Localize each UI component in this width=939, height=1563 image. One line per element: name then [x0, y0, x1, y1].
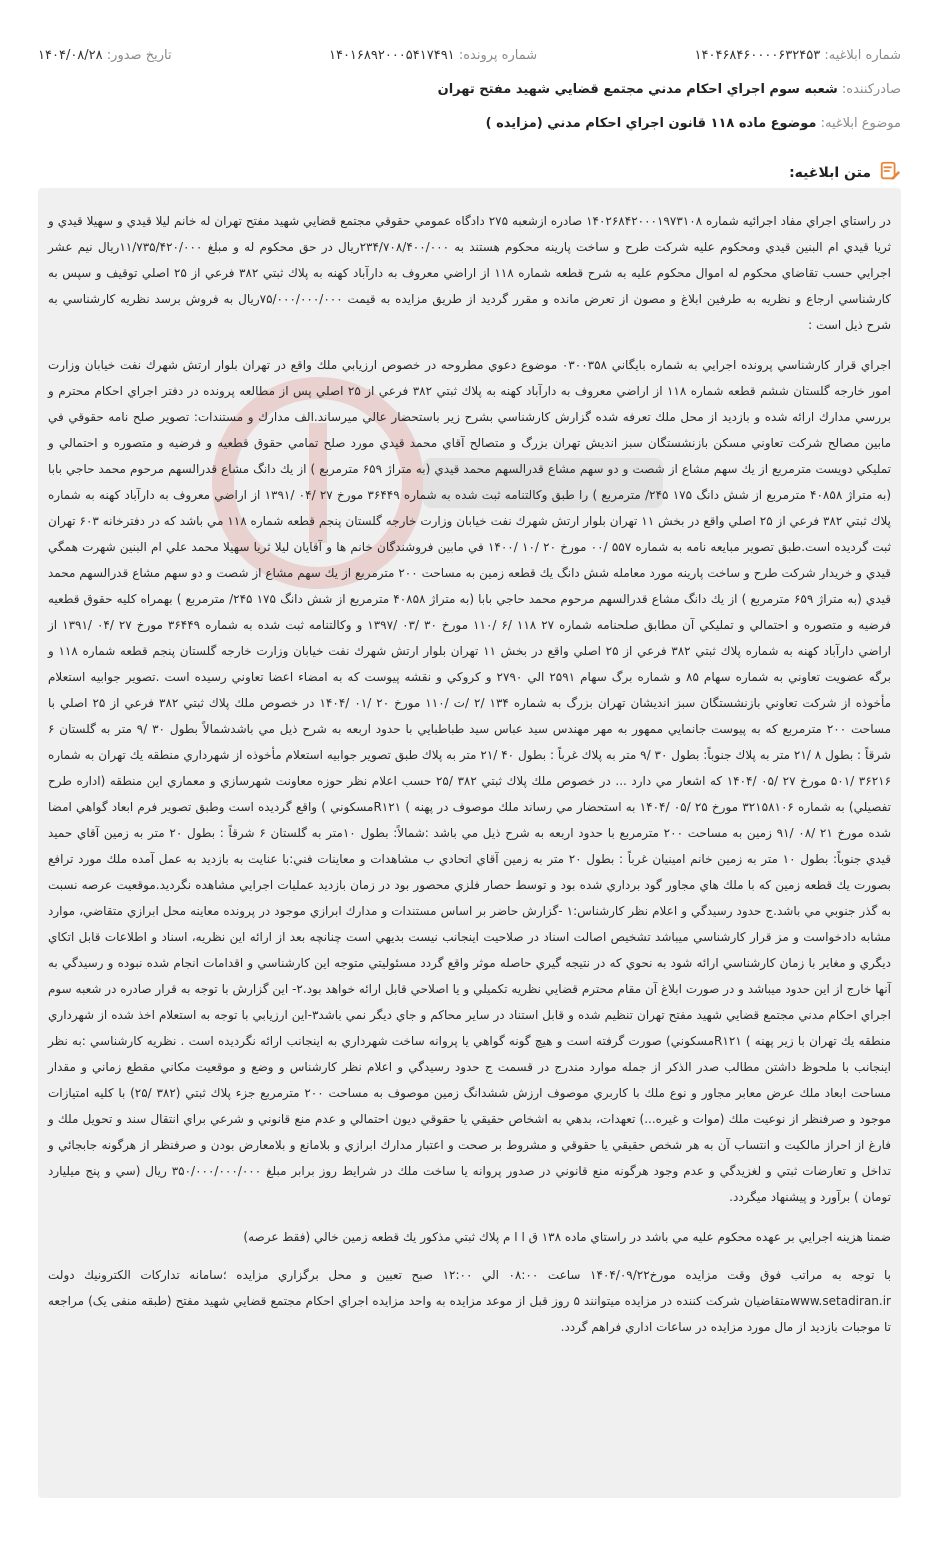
subject-row	[38, 114, 901, 134]
notice-number: ۱۴۰۴۶۸۴۶۰۰۰۰۶۳۲۴۵۳	[694, 48, 821, 63]
issuer: شعبه سوم اجراي احكام مدني مجتمع قضايي شهيد مفتح تهران	[437, 82, 838, 97]
issue-date-group	[38, 46, 172, 66]
notice-paragraph-1: در راستاي اجراي مفاد اجرائيه شماره ۱۴۰۲۶۸۴۲۰۰۰۱۹۷۳۱۰۸ صادره ازشعبه ۲۷۵ دادگاه عمومي حقوقي مجتمع قضايي شهيد مفتح تهران له خانم ليلا قيدي و سهيلا قيدي و ثريا قيدي ام البنين قيدي ومحكوم عليه شركت طرح و ساخت پارينه محكوم هستند به ۲۳۴/۷۰۸/۴۰۰/۰۰۰ريال در حق محكوم له و مبلغ ۱۱/۷۳۵/۴۲۰/۰۰۰ريال نيم عشر اجرايي حسب تقاضاي محكوم له اموال محكوم عليه به شرح قطعه شماره ۱۱۸ از اراضي معروف به دارآباد كهنه به پلاك ثبتي ۳۸۲ فرعي از ۲۵ اصلي توقيف و سپس به كارشناسي ارجاع و نظريه به طرفين ابلاغ و مصون از تعرض مانده و مقرر گرديد از طريق مزايده به قيمت ۷۵/۰۰۰/۰۰۰/۰۰۰ريال به فروش برسد نظريه كارشناسي به شرح ذيل است :	[48, 214, 891, 332]
notice-text-title: متن ابلاغیه:	[789, 165, 871, 181]
case-number-group	[329, 46, 537, 66]
issuer-row	[38, 80, 901, 100]
subject-label: موضوع ابلاغیه:	[820, 116, 901, 131]
issue-date: ۱۴۰۴/۰۸/۲۸	[38, 48, 103, 63]
case-number-label: شماره پرونده:	[458, 48, 538, 63]
notice-body	[38, 188, 901, 1498]
edit-note-icon	[879, 160, 901, 186]
notice-text-heading	[789, 160, 901, 186]
issuer-label: صادرکننده:	[841, 82, 901, 97]
notice-number-label: شماره ابلاغيه:	[824, 48, 901, 63]
notice-paragraph-3: ضمنا هزينه اجرايي بر عهده محكوم عليه مي باشد در راستاي ماده ۱۳۸ ق ا ا م پلاك ثبتي مذكور يك قطعه زمين خالي (فقط عرصه)	[243, 1230, 891, 1244]
notice-paragraph-4: با توجه به مراتب فوق وقت مزايده مورخ۱۴۰۴/۰۹/۲۲ ساعت ۰۸:۰۰ الي ۱۲:۰۰ صبح تعيين و محل برگزاري مزايده ؛سامانه تداركات الكترونيك دولت www.setadiran.irمتقاضيان شركت كننده در مزايده ميتوانند ۵ روز قبل از موعد مزايده به واحد مزايده اجراي احكام مجتمع قضايي شهيد مفتح (طبقه منفی یک) مراجعه تا موجبات بازديد از مال مورد مزايده در ساعات اداري فراهم گردد.	[48, 1268, 892, 1334]
subject: موضوع ماده ۱۱۸ قانون اجراي احكام مدني (مزايده )	[485, 116, 817, 131]
issue-date-label: تاريخ صدور:	[106, 48, 172, 63]
notice-number-group	[695, 46, 901, 66]
case-number: ۱۴۰۱۶۸۹۲۰۰۰۵۴۱۷۴۹۱	[328, 48, 455, 63]
meta-row-numbers	[38, 46, 901, 66]
notice-paragraph-2: اجراي قرار كارشناسي پرونده اجرايي به شماره بايگاني ۰۳۰۰۳۵۸ موضوع دعوي مطروحه در خصوص ارزيابي ملك واقع در تهران بلوار ارتش شهرك نفت خيابان وزارت امور خارجه گلستان ششم قطعه شماره ۱۱۸ از اراضي معروف به دارآباد كهنه به پلاك ثبتي ۳۸۲ فرعي از ۲۵ اصلي پس از مطالعه پرونده در دفتر اجراي احكام محترم و بررسي مدارك ارائه شده و بازديد از محل ملك تعرفه شده گزارش كارشناسي بشرح زير باستحضار عالي ميرساند.الف مدارك و مستندات: تصوير صلح نامه حقوقي في مابين مصالح شركت تعاوني مسكن بازنشستگان سبز انديش تهران بزرگ و متصالح آقاي محمد قيدي مورد صلح تمامي حقوق قطعيه و فرضيه و متصوره و احتمالي و تمليكي دويست مترمربع از يك سهم مشاع از شصت و دو سهم مشاع قدرالسهم محمد قيدي (به متراژ ۶۵۹ مترمربع ) از يك دانگ مشاع قدرالسهم مرحوم محمد حاجي بابا (به متراژ ۴۰۸۵۸ مترمربع از شش دانگ ۱۷۵ ۲۴۵/ مترمربع ) را طبق وكالتنامه ثبت شده به شماره ۳۶۴۴۹ مورخ ۲۷ /۰۴ /۱۳۹۱ از اراضي معروف به دارآباد كهنه به شماره پلاك ثبتي ۳۸۲ فرعي از ۲۵ اصلي واقع در بخش ۱۱ تهران بلوار ارتش شهرك نفت خيابان وزارت خارجه گلستان پنجم قطعه شماره ۱۱۸ مي باشد كه در دفترخانه ۶۰۳ تهران ثبت گرديده است.طبق تصوير مبايعه نامه به شماره ۵۵۷ /۰۰ مورخ ۲۰ /۱۰ /۱۴۰۰ في مابين فروشندگان خانم ها و آقايان ليلا ثريا سهيلا محمد علي ام البنين شهرت همگي قيدي و خريدار شركت طرح و ساخت پارينه مورد معامله شش دانگ يك قطعه زمين به مساحت ۲۰۰ مترمربع از يك سهم مشاع از شصت و دو سهم مشاع قدرالسهم محمد قيدي (به متراژ ۶۵۹ مترمربع ) از يك دانگ مشاع قدرالسهم مرحوم محمد حاجي بابا (به متراژ ۴۰۸۵۸ مترمربع از شش دانگ ۱۷۵ ۲۴۵/ مترمربع ) بهمراه كليه حقوق قطعيه فرضيه و متصوره و احتمالي و تمليكي آن مطابق صلحنامه شماره ۲۷ ۱۱۸ /۶ /۱۱۰ مورخ ۳۰ /۰۳ /۱۳۹۷ و وكالتنامه ثبت شده به شماره ۳۶۴۴۹ مورخ ۲۷ /۰۴ /۱۳۹۱ از اراضي دارآباد كهنه به شماره پلاك ثبتي ۳۸۲ فرعي از ۲۵ اصلي واقع در بخش ۱۱ تهران بلوار ارتش شهرك نفت خيابان وزارت خارجه گلستان پنجم قطعه شماره ۱۱۸ و برگه عضويت تعاوني به شماره سهام ۸۵ و شماره برگ سهام ۲۵۹۱ الي ۲۷۹۰ و كروكي و نقشه پيوست كه به امضاء اعضا تعاوني رسيده است .تصوير جوابيه استعلام مأخوذه از شركت تعاوني بازنشستگان سبز انديشان تهران بزرگ به شماره ۱۳۴ /۲ /ت /۱۱۰ مورخ ۲۰ /۰۱ /۱۴۰۴ در خصوص ملك پلاك ثبتي ۳۸۲ فرعي از ۲۵ اصلي با مساحت ۲۰۰ مترمربع كه به پيوست جانمايي ممهور به مهر مهندس سيد عباس سيد طباطبايي با حدود اربعه به شرح ذيل مي باشدشمالاً بطول ۳۰ /۹ متر به گلستان ۶ شرقاً : بطول ۸ /۲۱ متر به پلاك جنوباً: بطول ۳۰ /۹ متر به پلاك غرباً : بطول ۴۰ /۲۱ متر به پلاك طبق تصوير جوابيه استعلام مأخوذه از شهرداري منطقه يك تهران به شماره ۳۶۲۱۶ /۵۰۱ مورخ ۲۷ /۰۵ /۱۴۰۴ كه اشعار مي دارد ... در خصوص ملك پلاك ثبتي ۳۸۲ /۲۵ حسب اعلام نظر حوزه معاونت شهرسازي و معماري اين منطقه (اداره طرح تفصيلي) به شماره ۳۲۱۵۸۱۰۶ مورخ ۲۵ /۰۵ /۱۴۰۴ به استحضار مي رساند ملك موصوف در پهنه ) R۱۲۱مسكوني ) واقع گرديده است وطبق تصوير فرم ابعاد گواهي امضا شده مورخ ۲۱ /۰۸ /۹۱ زمين به مساحت ۲۰۰ مترمربع با حدود اربعه به شرح ذيل مي باشد :شمالاً: بطول ۱۰متر به گلستان ۶ شرقاً : بطول ۲۰ متر به زمين آقاي حميد قيدي جنوباً: بطول ۱۰ متر به زمين خانم امينيان غرباً : بطول ۲۰ متر به زمين آقاي اتحادي ب مشاهدات و معاينات فني:با عنايت به بازديد به عمل آمده ملك مورد ترافع بصورت يك قطعه زمين كه با ملك هاي مجاور گود برداري شده بود و توسط حصار فلزي محصور بود در زمان بازديد عمليات اجرايي مشاهده نگرديد.موقعيت عرصه نسبت به گذر جنوبي مي باشد.ج حدود رسيدگي و اعلام نظر كارشناس:۱ -گزارش حاضر بر اساس مستندات و مدارك ابرازي موجود در پرونده معاينه محل ابرازي متقاضي، موارد مشابه دادخواست و مز قرار كارشناسي ميباشد تشخيص اصالت اسناد در صلاحيت اينجانب نيست بديهي است چنانچه بعد از ارائه اين نظريه، اسناد و اطلاعات قابل اتكاي ديگري و مغاير با زمان كارشناسي ارائه شود به نحوي كه در نتيجه گيري حاصله موثر واقع گردد مسئوليتي متوجه اين كارشناسي و اقدامات انجام شده نبوده و رسيدگي به آنها خارج از اين حدود ميباشد و در صورت ابلاغ آن مقام محترم قضايي نظريه تكميلي و يا اصلاحي قابل ارائه خواهد بود.۲- اين گزارش با توجه به قرار صادره در شعبه سوم اجراي احكام مدني مجتمع قضايي شهيد مفتح تهران تنظيم شده و قابل استناد در ساير محاكم و جاي ديگر نمي باشد۳-اين ارزيابي با توجه به استعلام اخذ شده از شهرداري منطقه يك تهران با زير پهنه ) R۱۲۱مسكوني) صورت گرفته است و هيچ گونه گواهي يا پروانه ساخت شهرداري به اينجانب ارائه نگرديده است . نظريه كارشناسي :به نظر اينجانب با ملحوظ داشتن مطالب صدر الذكر از جمله موارد مندرج در قسمت ج حدود رسيدگي و اعلام نظر كارشناس و وضع و موقعيت مكاني مقطع زماني و مقدار مساحت ابعاد ملك عرض معابر مجاور و نوع ملك با كاربري موصوف ارزش ششدانگ زمين موصوف به مساحت ۲۰۰ مترمربع جزء پلاك ثبتي (۳۸۲ /۲۵) با كليه امتيازات موجود و صرفنظر از نوعيت ملك (موات و غيره...) تعهدات، بدهي به اشخاص حقيقي يا حقوقي ديون احتمالي و عدم منع قانوني و شرعي براي انتقال سند و تحويل ملك و فارغ از احراز مالكيت و انتساب آن به هر شخص حقيقي يا حقوقي و مشروط بر صحت و اعتبار مدارك ابرازي و بلامانع و بلامعارض بودن و صرفنظر از هرگونه جابجائي و تداخل و تعارضات ثبتي و لغزيدگي و عدم وجود هرگونه منع قانوني در صدور پروانه يا ساخت ملك در شرايط روز برابر مبلغ ۳۵۰/۰۰۰/۰۰۰/۰۰۰ ريال (سي و پنج ميليارد تومان ) برآورد و پيشنهاد ميگردد.	[48, 358, 892, 1204]
